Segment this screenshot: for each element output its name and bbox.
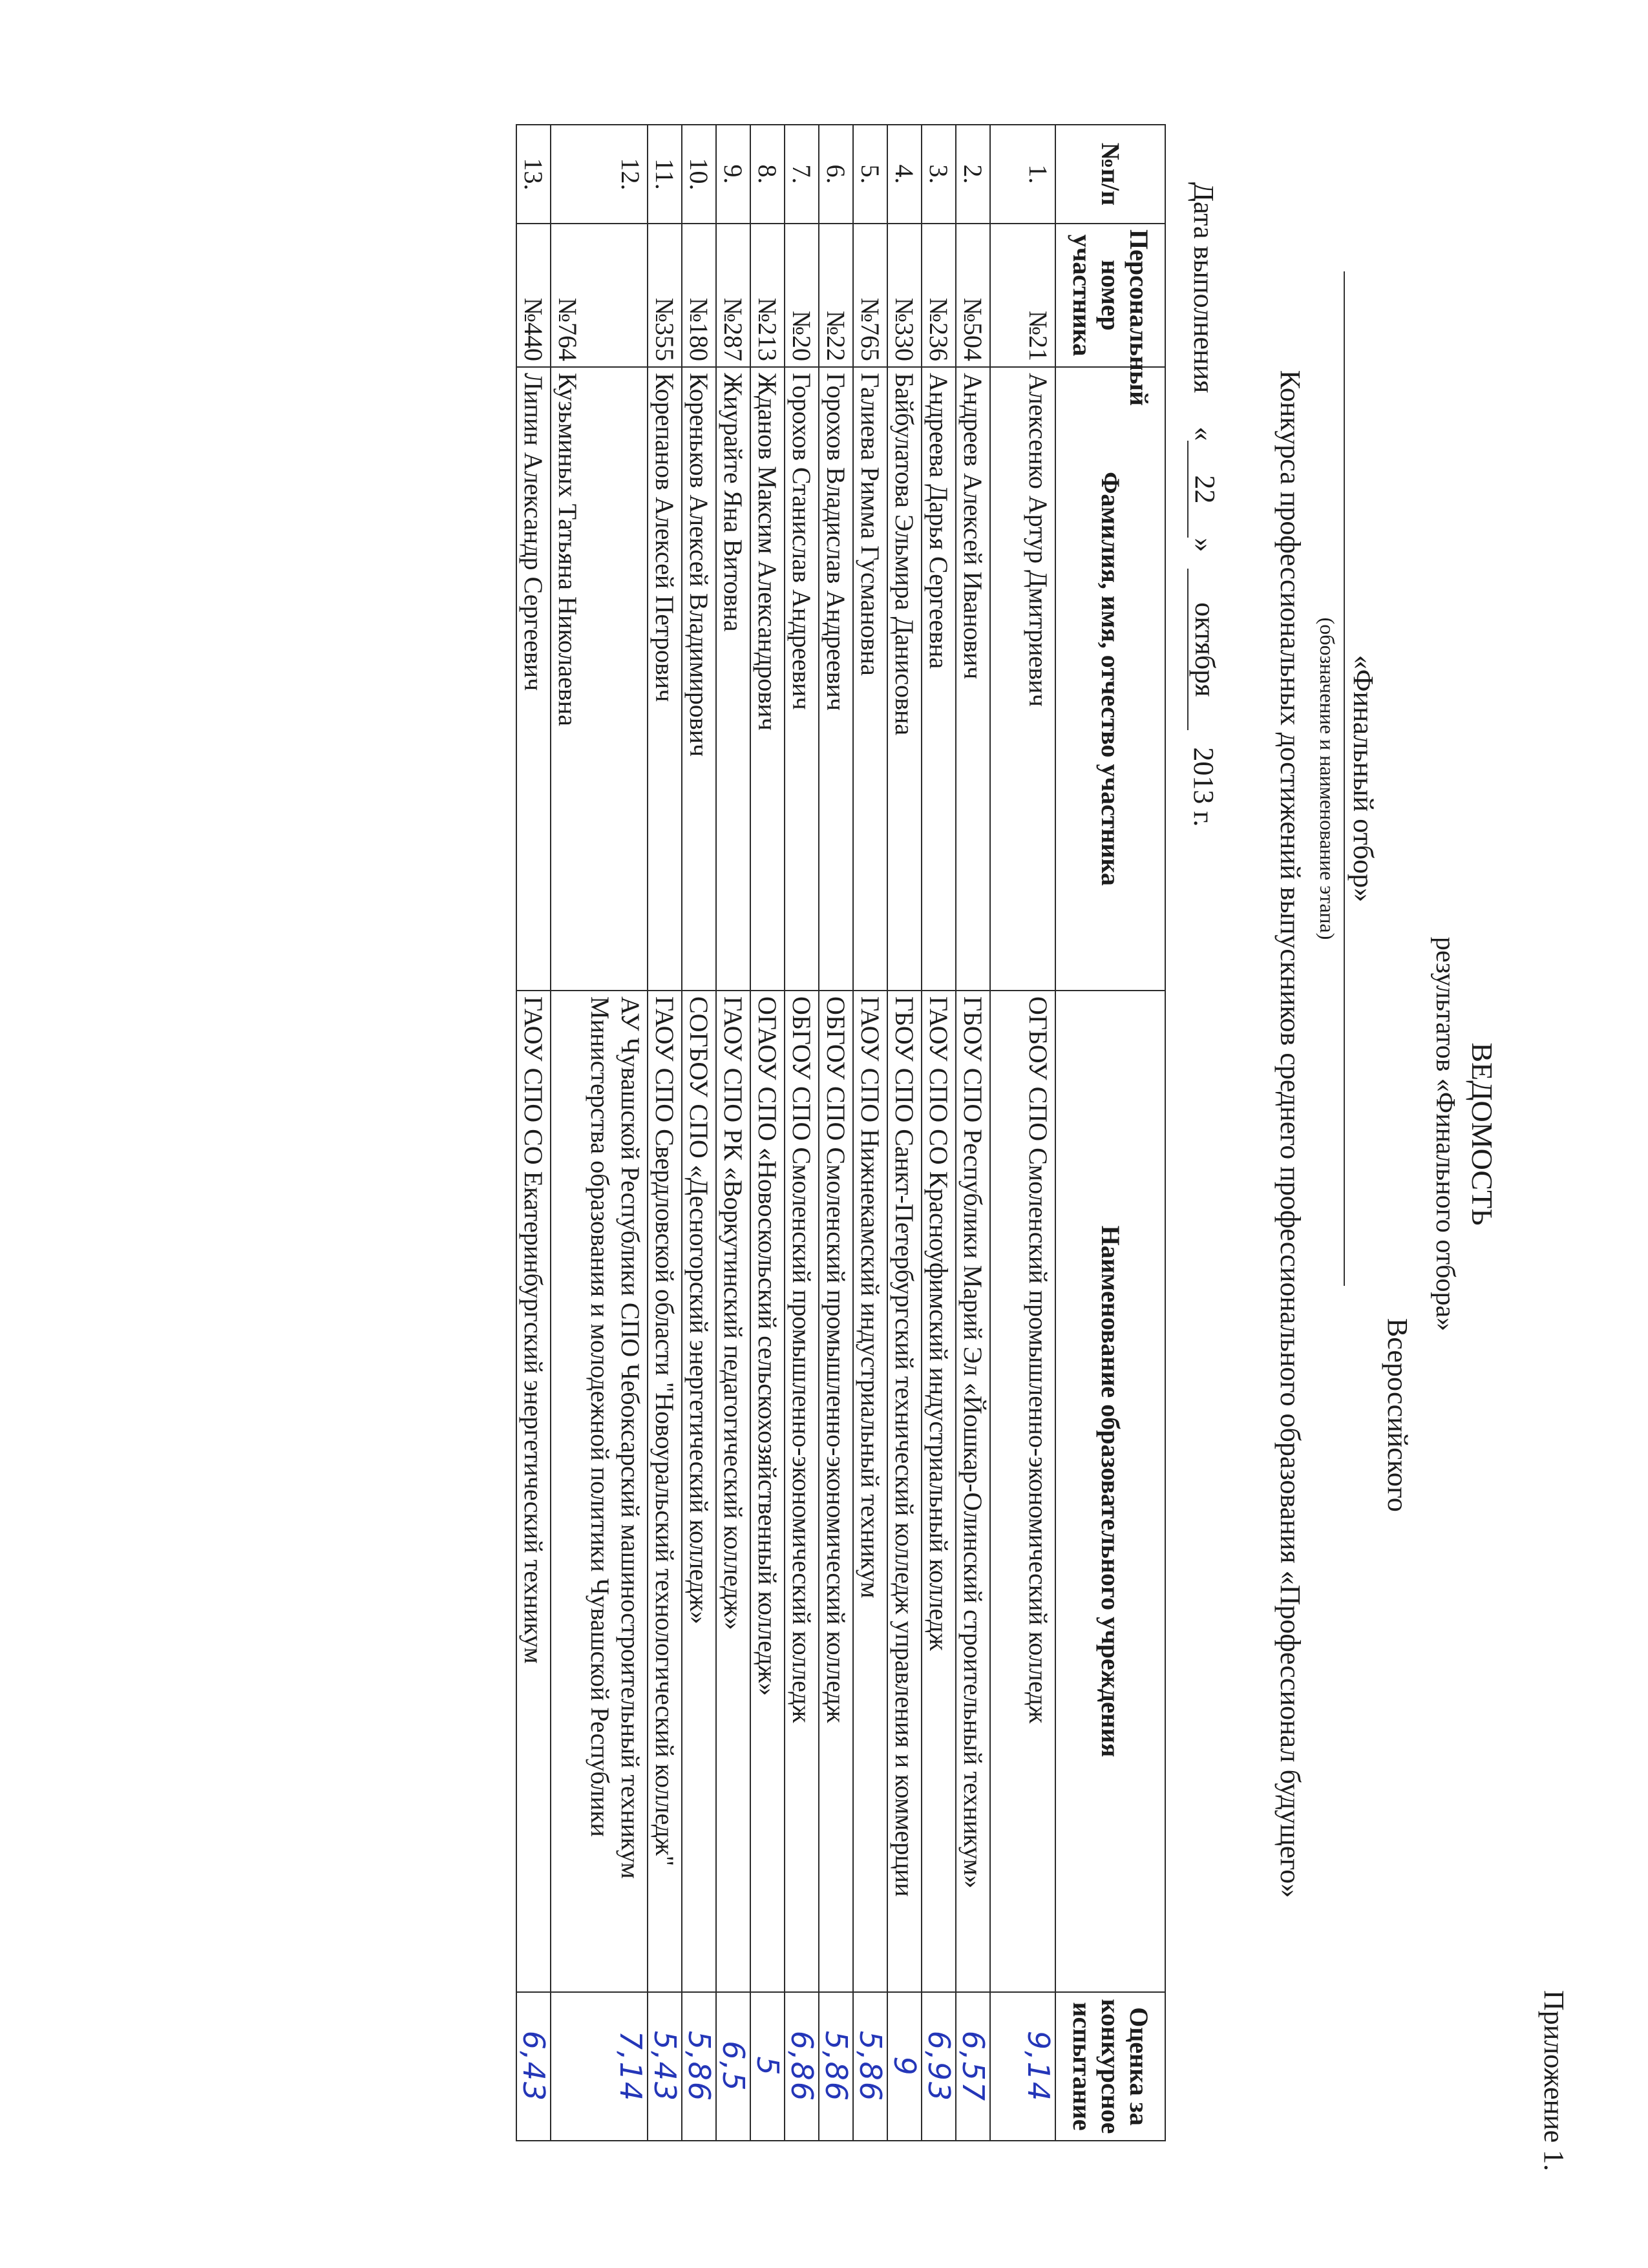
table-row [682,125,716,2141]
institution-name: ГАОУ СПО СО Екатеринбургский энергетический техникум [516,991,551,1992]
table-row [887,125,922,2141]
row-number: 13. [516,125,551,224]
participant-name: Корепанов Алексей Петрович [648,367,682,991]
institution-name: ОГБОУ СПО Смоленский промышленно-экономический колледж [990,991,1055,1992]
participant-name: Андреев Алексей Иванович [956,367,990,991]
personal-number: №21 [990,224,1055,367]
personal-number: №20 [785,224,819,367]
participant-name: Горохов Владислав Андреевич [819,367,853,991]
participant-name: Горохов Станислав Андреевич [785,367,819,991]
grade-value: 6,86 [785,1992,819,2141]
table-row [750,125,785,2141]
stage-name: «Финальный отбор» [1344,271,1380,1286]
grade-value: 6,93 [922,1992,956,2141]
contest-prefix: Всероссийского [1382,1318,1413,1512]
personal-number: №22 [819,224,853,367]
results-table [516,124,1166,2141]
header-grade: Оценка за конкурсное испытание [1055,1992,1165,2141]
participant-name: Жиурайте Яна Витовна [716,367,750,991]
grade-value: 5,86 [819,1992,853,2141]
stage-caption: (обозначение и наименование этапа) [1316,617,1339,940]
date-label: Дата выполнения [1188,182,1220,394]
row-number: 6. [819,125,853,224]
personal-number: №765 [853,224,887,367]
row-number: 10. [682,125,716,224]
grade-value: 9 [887,1992,922,2141]
participant-name: Липин Александр Сергеевич [516,367,551,991]
personal-number: №330 [887,224,922,367]
row-number: 8. [750,125,785,224]
date-line [1187,182,1221,826]
grade-value: 5,86 [682,1992,716,2141]
institution-name: ГБОУ СПО Республики Марий Эл «Йошкар-Олинский строительный техникум» [956,991,990,1992]
grade-value: 9,14 [990,1992,1055,2141]
table-row [819,125,853,2141]
date-close-quote: » [1188,538,1220,552]
participant-name: Андреева Дарья Сергеевна [922,367,956,991]
table-row [922,125,956,2141]
table-row [853,125,887,2141]
participant-name: Жданов Максим Александрович [750,367,785,991]
table-row [785,125,819,2141]
institution-name: ГАОУ СПО Свердловской области "Новоуральский технологический колледж" [648,991,682,1992]
personal-number: №764 [551,224,648,367]
personal-number: №440 [516,224,551,367]
participant-name: Кузьминых Татьяна Николаевна [551,367,648,991]
institution-name: ГАОУ СПО РК «Воркутинский педагогический колледж» [716,991,750,1992]
grade-value: 6,5 [716,1992,750,2141]
row-number: 7. [785,125,819,224]
table-row [516,125,551,2141]
row-number: 9. [716,125,750,224]
row-number: 2. [956,125,990,224]
row-number: 3. [922,125,956,224]
institution-name: ОБГОУ СПО Смоленский промышленно-экономический колледж [819,991,853,1992]
table-row [551,125,648,2141]
participant-name: Галиева Римма Гусмановна [853,367,887,991]
document-title: ВЕДОМОСТЬ [1466,1042,1499,1226]
personal-number: №180 [682,224,716,367]
personal-number: №355 [648,224,682,367]
institution-name: ГБОУ СПО Санкт-Петербургский технический колледж управления и коммерции [887,991,922,1992]
date-open-quote: « [1188,426,1220,441]
participant-name: Кореньков Алексей Владимирович [682,367,716,991]
date-year: 2013 г. [1188,747,1220,827]
personal-number: №236 [922,224,956,367]
table-header-row [1055,125,1165,2141]
personal-number: №287 [716,224,750,367]
row-number: 5. [853,125,887,224]
table-row [956,125,990,2141]
grade-value: 5 [750,1992,785,2141]
grade-value: 7,14 [551,1992,648,2141]
grade-value: 6,57 [956,1992,990,2141]
institution-name: СОГБОУ СПО «Десногорский энергетический колледж» [682,991,716,1992]
header-full-name: Фамилия, имя, отчество участника [1055,367,1165,991]
grade-value: 5,86 [853,1992,887,2141]
row-number: 1. [990,125,1055,224]
table-row [990,125,1055,2141]
date-month: октября [1187,569,1221,730]
header-institution: Наименование образовательного учреждения [1055,991,1165,1992]
header-personal-number: Персональный номер участника [1055,224,1165,367]
institution-name: АУ Чувашской Республики СПО Чебоксарский машиностроительный техникум Министерства образования и молодежной политики Чувашской Республики [551,991,648,1992]
row-number: 12. [551,125,648,224]
row-number: 4. [887,125,922,224]
table-row [648,125,682,2141]
contest-name: Конкурса профессиональных достижений выпускников среднего профессионального образования «Профессионал будущего» [1274,370,1306,1898]
participant-name: Байбулатова Эльмира Данисовна [887,367,922,991]
table-row [716,125,750,2141]
institution-name: ОГАОУ СПО «Новоскольский сельскохозяйственный колледж» [750,991,785,1992]
row-number: 11. [648,125,682,224]
participant-name: Алексенко Артур Дмитриевич [990,367,1055,991]
appendix-label: Приложение 1. [1538,1990,1570,2172]
grade-value: 5,43 [648,1992,682,2141]
personal-number: №504 [956,224,990,367]
personal-number: №213 [750,224,785,367]
institution-name: ГАОУ СПО СО Красноуфимский индустриальный колледж [922,991,956,1992]
document-subtitle: результатов «Финального отбора» [1430,936,1460,1332]
institution-name: ОБГОУ СПО Смоленский промышленно-экономический колледж [785,991,819,1992]
institution-name: ГАОУ СПО Нижнекамский индустриальный техникум [853,991,887,1992]
date-day: 22 [1187,441,1221,538]
grade-value: 6,43 [516,1992,551,2141]
header-number: №п/п [1055,125,1165,224]
